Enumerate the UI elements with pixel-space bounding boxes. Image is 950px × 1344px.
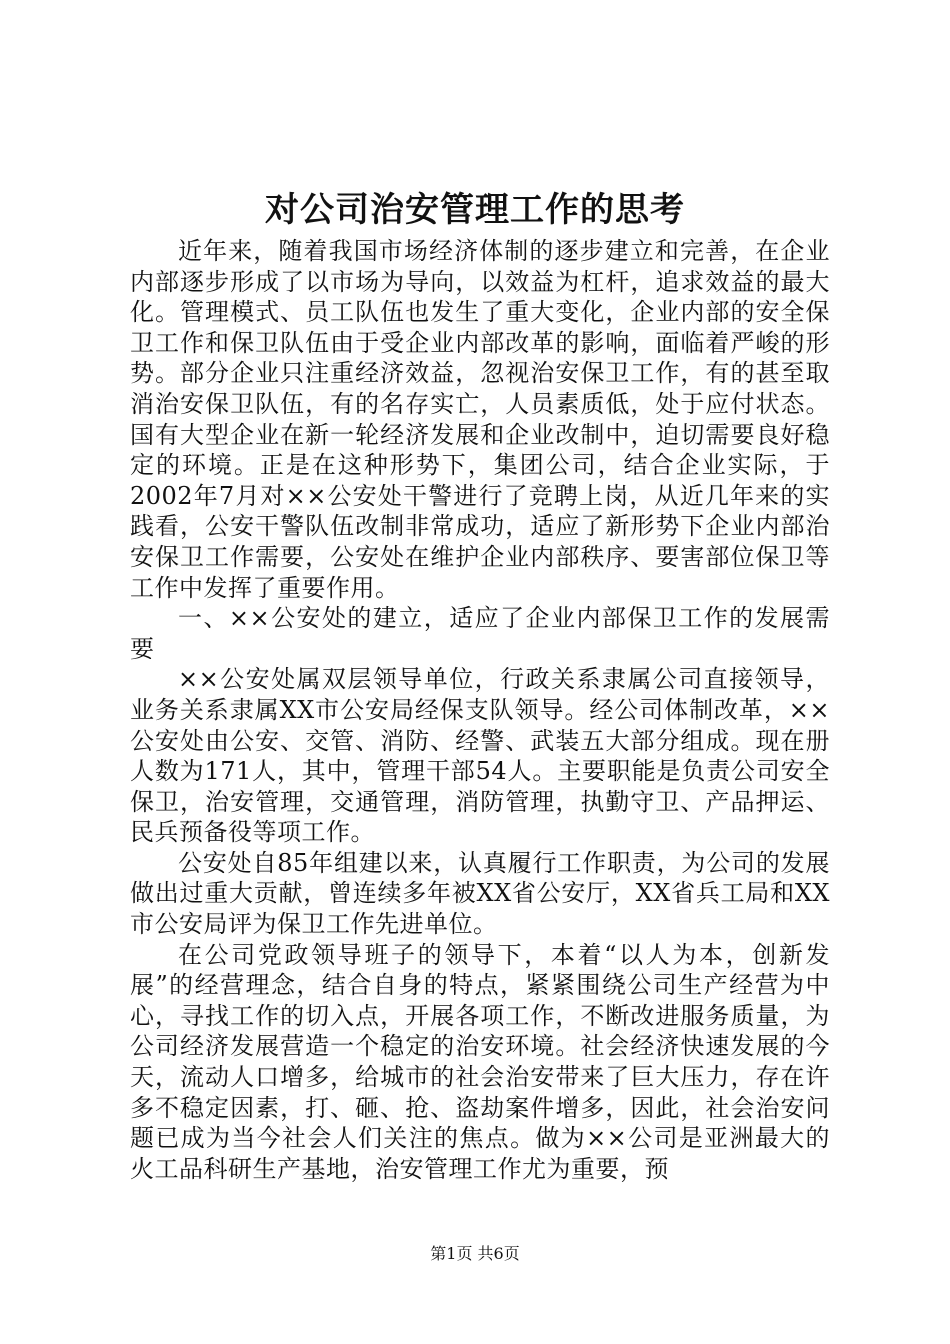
page-footer: 第1页 共6页: [430, 1244, 520, 1263]
document-body: [130, 236, 830, 1184]
paragraph-intro: 近年来，随着我国市场经济体制的逐步建立和完善，在企业内部逐步形成了以市场为导向，以效益为杠杆，追求效益的最大化。管理模式、员工队伍也发生了重大变化，企业内部的安全保卫工作和保卫队伍由于受企业内部改革的影响，面临着严峻的形势。部分企业只注重经济效益，忽视治安保卫工作，有的甚至取消治安保卫队伍，有的名存实亡，人员素质低，处于应付状态。国有大型企业在新一轮经济发展和企业改制中，迫切需要良好稳定的环境。正是在这种形势下，集团公司，结合企业实际，于2002年7月对××公安处干警进行了竞聘上岗，从近几年来的实践看，公安干警队伍改制非常成功，适应了新形势下企业内部治安保卫工作需要，公安处在维护企业内部秩序、要害部位保卫等工作中发挥了重要作用。: [130, 237, 830, 602]
section-heading-1: 一、××公安处的建立，适应了企业内部保卫工作的发展需要: [130, 604, 830, 663]
paragraph-history: 公安处自85年组建以来，认真履行工作职责，为公司的发展做出过重大贡献，曾连续多年被XX省公安厅，XX省兵工局和XX市公安局评为保卫工作先进单位。: [130, 848, 830, 939]
paragraph-environment: 在公司党政领导班子的领导下，本着“以人为本，创新发展”的经营理念，结合自身的特点，紧紧围绕公司生产经营为中心，寻找工作的切入点，开展各项工作，不断改进服务质量，为公司经济发展营造一个稳定的治安环境。社会经济快速发展的今天，流动人口增多，给城市的社会治安带来了巨大压力，存在许多不稳定因素，打、砸、抢、盗劫案件增多，因此，社会治安问题已成为当今社会人们关注的焦点。做为××公司是亚洲最大的火工品科研生产基地，治安管理工作尤为重要，预: [130, 940, 830, 1183]
document-title: 对公司治安管理工作的思考: [265, 190, 685, 230]
paragraph-organization: ××公安处属双层领导单位，行政关系隶属公司直接领导，业务关系隶属XX市公安局经保支队领导。经公司体制改革，××公安处由公安、交管、消防、经警、武装五大部分组成。现在册人数为171人，其中，管理干部54人。主要职能是负责公司安全保卫，治安管理，交通管理，消防管理，执勤守卫、产品押运、民兵预备役等项工作。: [130, 665, 830, 847]
